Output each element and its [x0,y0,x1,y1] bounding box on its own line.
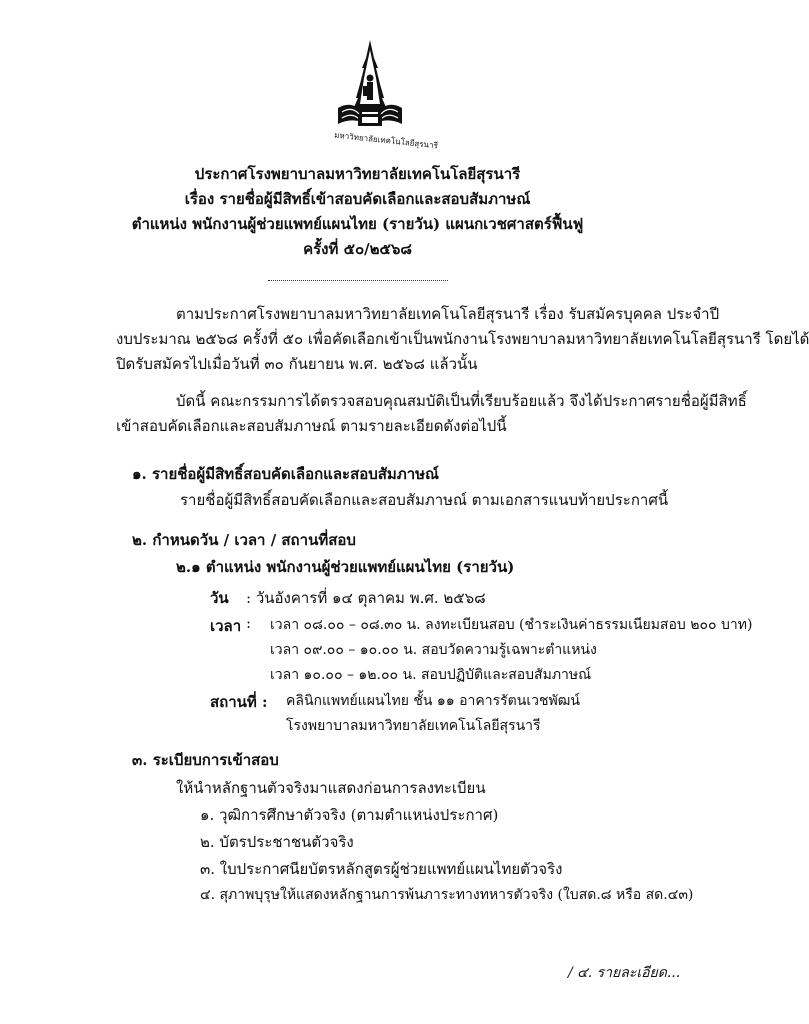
section-2-heading: ๒. กำหนดวัน / เวลา / สถานที่สอบ [132,531,356,549]
logo-caption: มหาวิทยาลัยเทคโนโลยีสุรนารี [333,130,439,151]
exam-time-colon: : [246,614,252,632]
exam-time-label: เวลา [210,617,242,635]
intro-p1-line2: งบประมาณ ๒๕๖๘ ครั้งที่ ๕๐ เพื่อคัดเลือกเข้าเป็นพนักงานโรงพยาบาลมหาวิทยาลัยเทคโนโลยีสุรนารี โดยได้ [116,330,809,348]
section-1-text: รายชื่อผู้มีสิทธิ์สอบคัดเลือกและสอบสัมภาษณ์ ตามเอกสารแนบท้ายประกาศนี้ [180,491,669,509]
exam-place-2: โรงพยาบาลมหาวิทยาลัยเทคโนโลยีสุรนารี [286,718,541,734]
intro-p1-line3: ปิดรับสมัครไปเมื่อวันที่ ๓๐ กันยายน พ.ศ. ๒๕๖๘ แล้วนั้น [116,355,478,373]
title-line-3: ตำแหน่ง พนักงานผู้ช่วยแพทย์แผนไทย (รายวัน) แผนกเวชศาสตร์ฟื้นฟู [131,215,584,233]
intro-p2-line2: เข้าสอบคัดเลือกและสอบสัมภาษณ์ ตามรายละเอียดดังต่อไปนี้ [116,417,507,435]
requirement-item: ๓. ใบประกาศนียบัตรหลักสูตรผู้ช่วยแพทย์แผนไทยตัวจริง [200,860,563,878]
continued-note: / ๔. รายละเอียด... [568,965,681,981]
exam-time-1: เวลา ๐๘.๐๐ – ๐๘.๓๐ น. ลงทะเบียนสอบ (ชำระเงินค่าธรรมเนียมสอบ ๒๐๐ บาท) [270,617,753,633]
exam-time-3: เวลา ๑๐.๐๐ – ๑๒.๐๐ น. สอบปฏิบัติและสอบสัมภาษณ์ [270,667,592,683]
title-divider [268,280,448,281]
title-line-4: ครั้งที่ ๕๐/๒๕๖๘ [303,240,412,258]
section-1-heading: ๑. รายชื่อผู้มีสิทธิ์สอบคัดเลือกและสอบสัมภาษณ์ [132,465,439,483]
section-2-subheading: ๒.๑ ตำแหน่ง พนักงานผู้ช่วยแพทย์แผนไทย (รายวัน) [176,558,515,576]
intro-p1-line1: ตามประกาศโรงพยาบาลมหาวิทยาลัยเทคโนโลยีสุรนารี เรื่อง รับสมัครบุคคล ประจำปี [176,305,720,323]
title-line-2: เรื่อง รายชื่อผู้มีสิทธิ์เข้าสอบคัดเลือกและสอบสัมภาษณ์ [184,190,531,208]
intro-p2-line1: บัดนี้ คณะกรรมการได้ตรวจสอบคุณสมบัติเป็นที่เรียบร้อยแล้ว จึงได้ประกาศรายชื่อผู้มีสิทธิ์ [176,392,747,410]
exam-place-1: คลินิกแพทย์แผนไทย ชั้น ๑๑ อาคารรัตนเวชพัฒน์ [286,693,580,709]
exam-date-value: : วันอังคารที่ ๑๔ ตุลาคม พ.ศ. ๒๕๖๘ [246,589,486,607]
exam-time-2: เวลา ๐๙.๐๐ – ๑๐.๐๐ น. สอบวัดความรู้เฉพาะตำแหน่ง [270,642,597,658]
section-3-intro: ให้นำหลักฐานตัวจริงมาแสดงก่อนการลงทะเบียน [176,779,486,797]
exam-place-label: สถานที่ : [210,693,268,711]
requirement-item: ๔. สุภาพบุรุษให้แสดงหลักฐานการพ้นภาระทางทหารตัวจริง (ใบสด.๘ หรือ สด.๔๓) [200,887,694,903]
section-3-heading: ๓. ระเบียบการเข้าสอบ [132,751,279,769]
exam-date-label: วัน [210,589,229,607]
requirement-item: ๑. วุฒิการศึกษาตัวจริง (ตามตำแหน่งประกาศ) [200,806,499,824]
requirement-item: ๒. บัตรประชาชนตัวจริง [200,833,354,851]
title-line-1: ประกาศโรงพยาบาลมหาวิทยาลัยเทคโนโลยีสุรนารี [194,165,521,183]
